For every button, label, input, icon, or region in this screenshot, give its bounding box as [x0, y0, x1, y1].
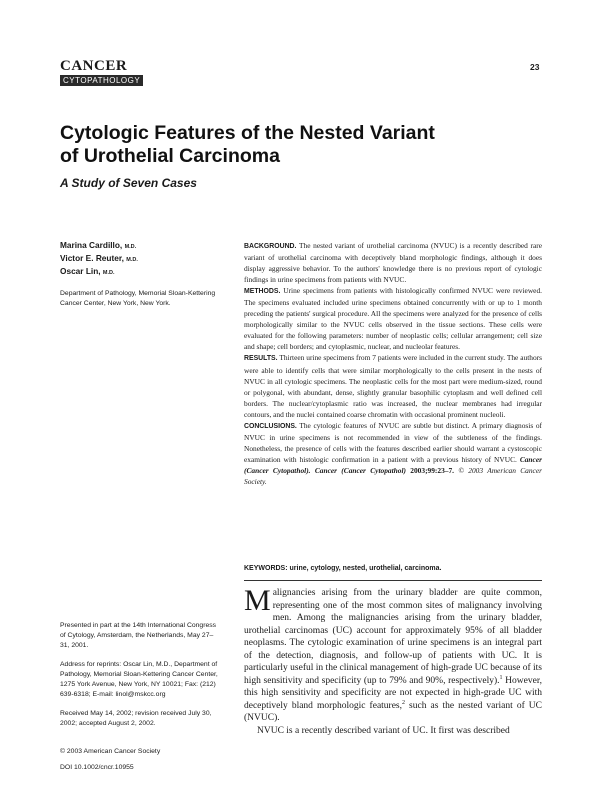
author: Victor E. Reuter, M.D.: [60, 253, 138, 263]
abstract-background: BACKGROUND. The nested variant of urothelial carcinoma (NVUC) is a recently described rare variant of urothelial carcinoma with deceptively bland morphologic findings, although it does display aggressive behavior. To the authors' knowledge there is no previous report of cytologic findings in urine specimens from patients with NVUC.: [244, 241, 543, 285]
author-list: [60, 240, 138, 279]
abstract-conclusions: CONCLUSIONS. The cytologic features of NVUC are subtle but distinct. A primary diagnosis of NVUC in urine specimens is not recommended in view of the subtleness of the findings. Nonetheless, the presence of cells with the features described earlier should warrant a cystoscopic examination with histologic confirmation in a patient with a previous history of NVUC. Cancer (Cancer Cytopathol). Cancer (Cancer Cytopathol) 2003;99:23–7. © 2003 American Cancer Society.: [244, 420, 543, 486]
section-divider: [244, 580, 542, 581]
page-number: 23: [530, 62, 540, 72]
body-paragraph: Malignancies arising from the urinary bladder are quite common, representing one of the most common sites of malignancy involving men. Among the malignancies arising from the urinary bladder, urothelial carcinomas (UC) account for approximately 95% of all bladder neoplasms. The cytologic examination of urine specimens is an integral part of the detection, diagnosis, and follow-up of patients with UC. It is particularly useful in the clinical management of high-grade UC because of its high sensitivity and specificity (up to 79% and 90%, respectively).$^1$ However, this high sensitivity and specificity are not expected in high-grade UC with deceptively bland morphologic features,$^2$ such as the nested variant of UC (NVUC).: [244, 584, 542, 723]
presented-note: Presented in part at the 14th International Congress of Cytology, Amsterdam, the Netherlands, May 27–31, 2001.: [60, 622, 217, 649]
body-paragraph: NVUC is a recently described variant of UC. It first was described: [257, 725, 510, 736]
abstract-methods: METHODS. Urine specimens from patients with histologically confirmed NVUC were reviewed. The specimens evaluated included urine specimens obtained concurrently with or up to 1 month preceding the patients' surgical procedure. All the specimens were analyzed for the presence of cells morphologically similar to the NVUC cells observed in the tissue sections. These cells were evaluated for the following parameters: number of neoplastic cells; cellular arrangement; cell size and shape; cell borders; and cytoplasmic, nuclear, and nucleolar features.: [244, 286, 542, 352]
drop-cap: M: [244, 584, 271, 617]
doi: DOI 10.1002/cncr.10955: [60, 764, 134, 771]
title-line-2: of Urothelial Carcinoma: [60, 145, 280, 167]
journal-logo-section: CYTOPATHOLOGY: [60, 75, 143, 86]
body-text: [244, 584, 542, 737]
front-matter-notes: [60, 621, 220, 738]
title-line-1: Cytologic Features of the Nested Variant: [60, 122, 435, 144]
received-dates: Received May 14, 2002; revision received July 30, 2002; accepted August 2, 2002.: [60, 710, 212, 727]
copyright-footer: © 2003 American Cancer Society: [60, 748, 161, 755]
abstract: [244, 240, 542, 487]
article-title: [60, 122, 480, 168]
journal-logo-name: CANCER: [60, 58, 128, 74]
abstract-results: RESULTS. Thirteen urine specimens from 7 patients were included in the current study. The authors were able to identify cells that were similar morphologically to the cells present in the nests of NVUC in all cytologic specimens. The neoplastic cells for the most part were medium-sized, round or polygonal, with abundant, dense, slightly granular basophilic cytoplasm and well defined cell borders. The nuclear/cytoplasmic ratio was increased, the nuclear membranes had irregular contours, and the nuclei contained coarse chromatin with occasional prominent nucleoli.: [244, 353, 542, 419]
affiliation: Department of Pathology, Memorial Sloan-Kettering Cancer Center, New York, New York.: [60, 290, 216, 307]
keywords: KEYWORDS: urine, cytology, nested, urothelial, carcinoma.: [244, 565, 442, 572]
author: Oscar Lin, M.D.: [60, 266, 115, 276]
author: Marina Cardillo, M.D.: [60, 240, 137, 250]
article-subtitle: A Study of Seven Cases: [60, 176, 197, 190]
reprints-address: Address for reprints: Oscar Lin, M.D., Department of Pathology, Memorial Sloan-Kettering Cancer Center, 1275 York Avenue, New York, NY 10021; Fax: (212) 639-6318; E-mail: linol@mskcc.org: [60, 661, 218, 698]
